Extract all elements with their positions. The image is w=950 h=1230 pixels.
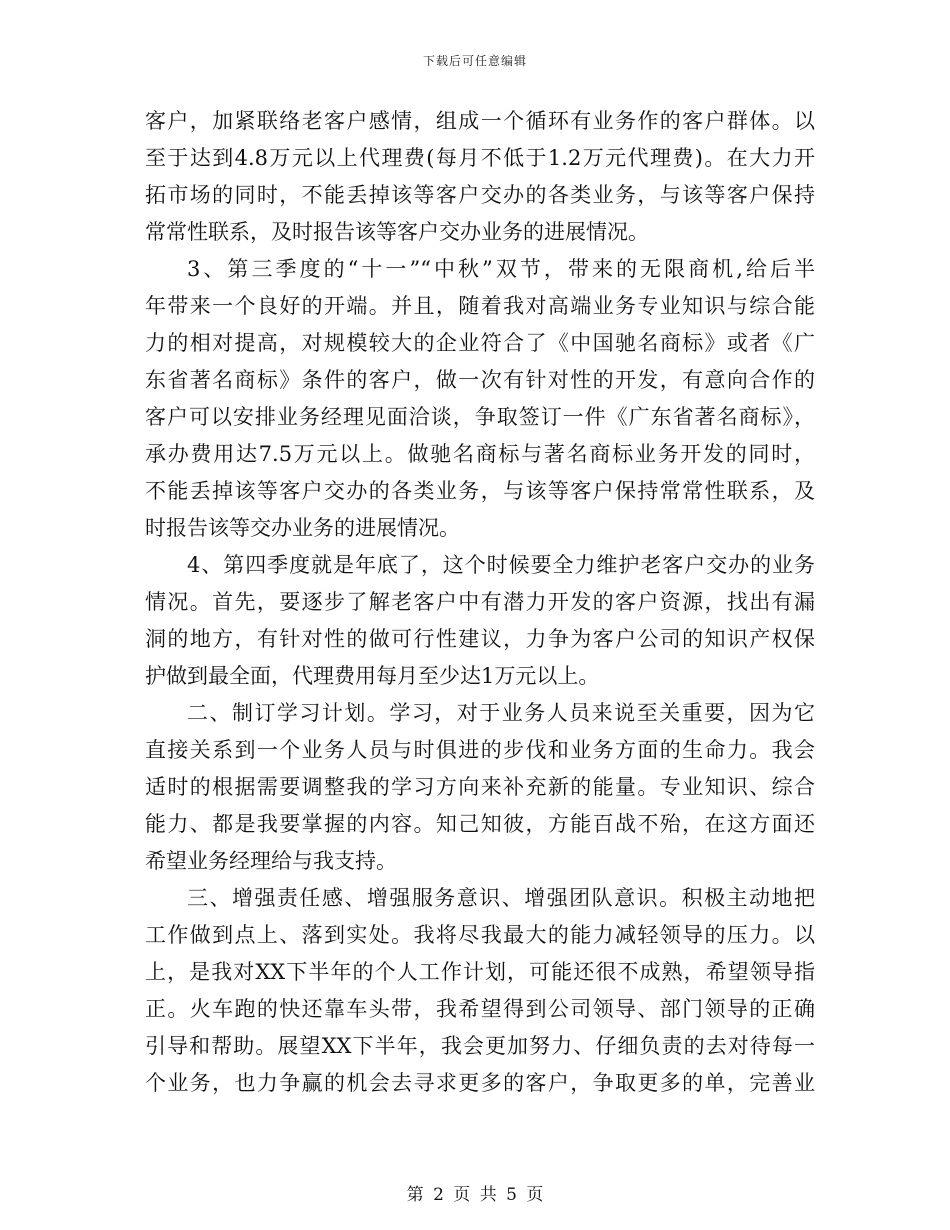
text-line: 三、增强责任感、增强服务意识、增强团队意识。积极主动地把 (187, 886, 815, 910)
text-line: 希望业务经理给与我支持。 (145, 849, 397, 873)
page-footer: 第 2 页 共 5 页 (406, 1185, 544, 1205)
text-line: 引导和帮助。展望XX下半年，我会更加努力、仔细负责的去对待每一 (145, 1034, 815, 1058)
text-line: 正。火车跑的快还靠车头带，我希望得到公司领导、部门领导的正确 (145, 997, 815, 1021)
paragraph (145, 880, 815, 1102)
text-line: 拓市场的同时，不能丢掉该等客户交办的各类业务，与该等客户保持 (145, 183, 815, 207)
text-line: 情况。首先，要逐步了解老客户中有潜力开发的客户资源，找出有漏 (145, 590, 815, 614)
text-line: 承办费用达7.5万元以上。做驰名商标与著名商标业务开发的同时， (145, 442, 815, 466)
text-line: 客户可以安排业务经理见面洽谈，争取签订一件《广东省著名商标》， (145, 405, 815, 429)
text-line: 客户，加紧联络老客户感情，组成一个循环有业务作的客户群体。以 (145, 109, 815, 133)
text-line: 常常性联系，及时报告该等客户交办业务的进展情况。 (145, 220, 649, 244)
text-line: 工作做到点上、落到实处。我将尽我最大的能力减轻领导的压力。以 (145, 923, 815, 947)
text-line: 个业务，也力争赢的机会去寻求更多的客户，争取更多的单，完善业 (145, 1071, 815, 1095)
document-body (145, 103, 815, 1102)
text-line: 至于达到4.8万元以上代理费(每月不低于1.2万元代理费)。在大力开 (145, 146, 815, 170)
text-line: 不能丢掉该等客户交办的各类业务，与该等客户保持常常性联系，及 (145, 479, 815, 503)
text-line: 能力、都是我要掌握的内容。知己知彼，方能百战不殆，在这方面还 (145, 812, 815, 836)
paragraph (145, 547, 815, 695)
text-line: 年带来一个良好的开端。并且，随着我对高端业务专业知识与综合能 (145, 294, 815, 318)
text-line: 时报告该等交办业务的进展情况。 (145, 516, 460, 540)
text-line: 洞的地方，有针对性的做可行性建议，力争为客户公司的知识产权保 (145, 627, 815, 651)
paragraph (145, 103, 815, 251)
text-line: 护做到最全面，代理费用每月至少达1万元以上。 (145, 664, 600, 688)
text-line: 直接关系到一个业务人员与时俱进的步伐和业务方面的生命力。我会 (145, 738, 815, 762)
paragraph (145, 695, 815, 880)
text-line: 力的相对提高，对规模较大的企业符合了《中国驰名商标》或者《广 (145, 331, 815, 355)
text-line: 4、第四季度就是年底了，这个时候要全力维护老客户交办的业务 (187, 553, 815, 577)
text-line: 上，是我对XX下半年的个人工作计划，可能还很不成熟，希望领导指 (145, 960, 815, 984)
text-line: 3、第三季度的“十一”“中秋”双节，带来的无限商机,给后半 (187, 257, 815, 281)
text-line: 东省著名商标》条件的客户，做一次有针对性的开发，有意向合作的 (145, 368, 815, 392)
text-line: 二、制订学习计划。学习，对于业务人员来说至关重要，因为它 (187, 701, 815, 725)
paragraph (145, 251, 815, 547)
page-header: 下载后可任意编辑 (422, 54, 527, 68)
text-line: 适时的根据需要调整我的学习方向来补充新的能量。专业知识、综合 (145, 775, 815, 799)
